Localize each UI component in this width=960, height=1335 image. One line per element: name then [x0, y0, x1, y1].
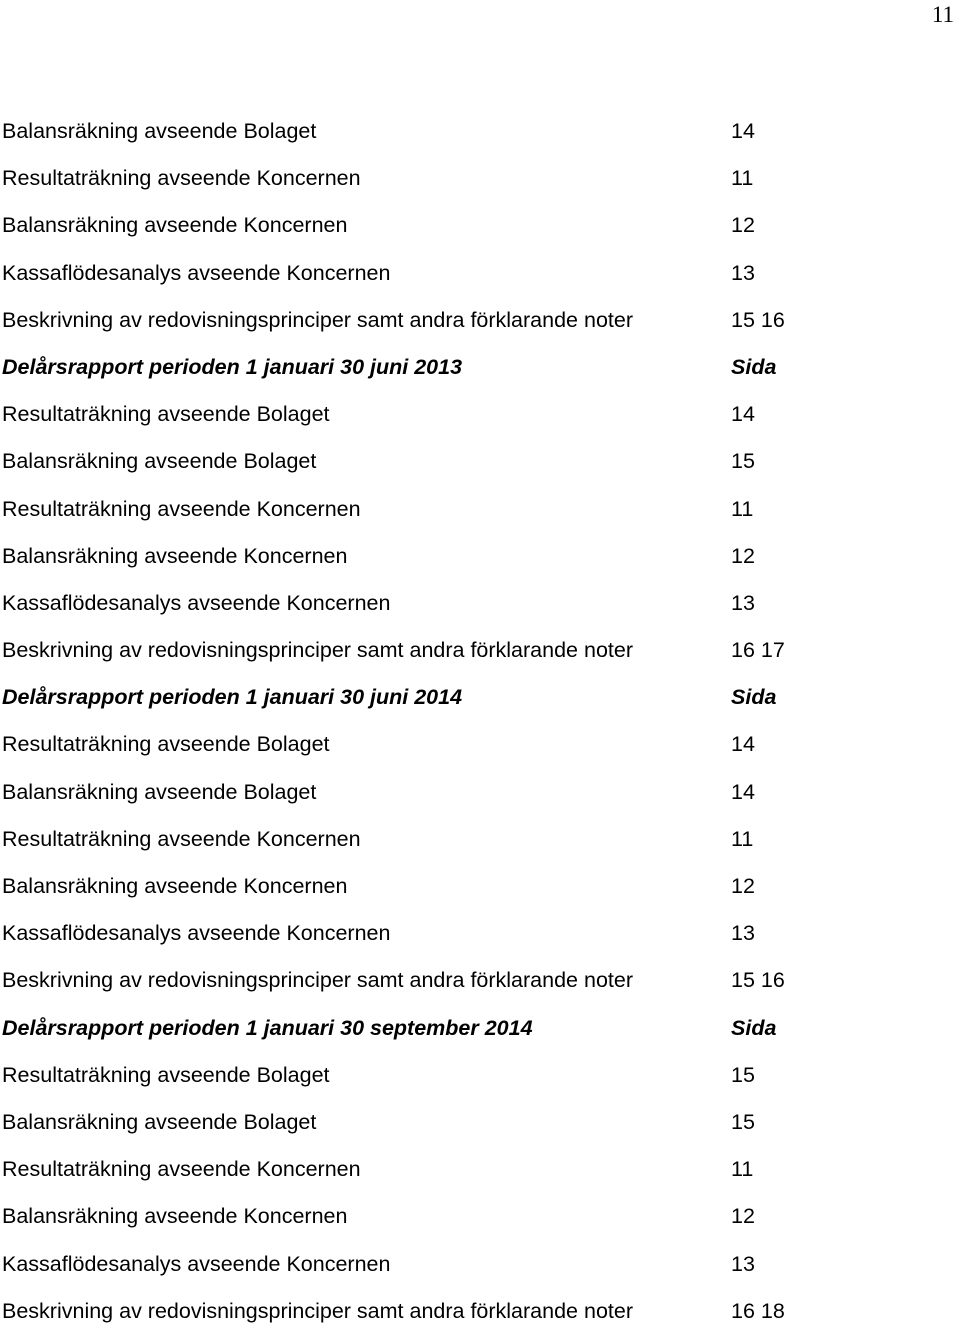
toc-entry-page: 11: [731, 496, 754, 521]
toc-entry-page: 11: [731, 826, 754, 851]
toc-entry-page: 11: [731, 1157, 754, 1182]
table-of-contents: [2, 108, 952, 1335]
toc-entry-label: Balansräkning avseende Koncernen: [2, 213, 348, 238]
toc-entry-label: Kassaflödesanalys avseende Koncernen: [2, 590, 391, 615]
toc-entry: [2, 202, 952, 249]
toc-heading-label: Delårsrapport perioden 1 januari 30 juni 2014: [2, 685, 463, 710]
toc-entry: [2, 438, 952, 485]
toc-entry: [2, 297, 952, 344]
toc-entry-page: 16 18: [731, 1298, 785, 1323]
toc-entry-label: Beskrivning av redovisningsprinciper samt andra förklarande noter: [2, 968, 633, 993]
toc-entry: [2, 863, 952, 910]
toc-entry: [2, 1193, 952, 1240]
toc-entry-label: Kassaflödesanalys avseende Koncernen: [2, 921, 391, 946]
toc-entry: [2, 108, 952, 155]
toc-entry-page: 13: [731, 921, 755, 946]
toc-heading-page-label: Sida: [731, 685, 777, 710]
toc-entry-label: Balansräkning avseende Bolaget: [2, 779, 317, 804]
toc-entry-page: 12: [731, 874, 755, 898]
toc-entry-page: 11: [731, 166, 754, 191]
toc-entry-label: Beskrivning av redovisningsprinciper samt andra förklarande noter: [2, 307, 633, 332]
toc-entry: [2, 155, 952, 202]
toc-entry-label: Resultaträkning avseende Koncernen: [2, 496, 361, 521]
toc-entry-label: Kassaflödesanalys avseende Koncernen: [2, 1251, 391, 1276]
toc-section-heading: [2, 674, 952, 721]
page-number: 11: [931, 2, 954, 27]
toc-entry-label: Kassaflödesanalys avseende Koncernen: [2, 260, 391, 285]
toc-entry-page: 14: [731, 732, 755, 757]
toc-entry-page: 13: [731, 1251, 755, 1276]
toc-entry-page: 12: [731, 213, 755, 238]
toc-entry-label: Balansräkning avseende Bolaget: [2, 119, 317, 143]
toc-entry: [2, 1099, 952, 1146]
toc-entry-page: 14: [731, 779, 755, 804]
toc-entry-page: 16 17: [731, 638, 785, 663]
toc-entry-page: 12: [731, 543, 755, 568]
toc-entry-label: Beskrivning av redovisningsprinciper samt andra förklarande noter: [2, 638, 633, 663]
toc-heading-label: Delårsrapport perioden 1 januari 30 september 2014: [2, 1015, 533, 1040]
toc-entry-label: Resultaträkning avseende Koncernen: [2, 1157, 361, 1182]
toc-entry-page: 15: [731, 449, 755, 474]
toc-entry: [2, 391, 952, 438]
toc-entry-page: 15: [731, 1109, 755, 1134]
toc-entry-label: Balansräkning avseende Bolaget: [2, 1109, 317, 1134]
toc-entry-page: 13: [731, 590, 755, 615]
toc-entry: [2, 1288, 952, 1335]
toc-entry: [2, 1241, 952, 1288]
toc-entry: [2, 910, 952, 957]
toc-section-heading: [2, 1005, 952, 1052]
toc-entry-label: Balansräkning avseende Bolaget: [2, 449, 317, 474]
toc-heading-label: Delårsrapport perioden 1 januari 30 juni 2013: [2, 354, 463, 379]
toc-entry-label: Balansräkning avseende Koncernen: [2, 874, 348, 898]
toc-entry-label: Resultaträkning avseende Bolaget: [2, 732, 330, 757]
toc-entry: [2, 627, 952, 674]
toc-entry-page: 13: [731, 260, 755, 285]
toc-entry: [2, 957, 952, 1004]
toc-entry: [2, 250, 952, 297]
toc-entry-label: Balansräkning avseende Koncernen: [2, 1204, 348, 1229]
toc-entry-page: 15: [731, 1062, 755, 1087]
toc-heading-page-label: Sida: [731, 1015, 777, 1040]
toc-entry: [2, 769, 952, 816]
toc-entry-label: Resultaträkning avseende Bolaget: [2, 1062, 330, 1087]
toc-entry-label: Resultaträkning avseende Koncernen: [2, 826, 361, 851]
toc-entry: [2, 721, 952, 768]
toc-section-heading: [2, 344, 952, 391]
toc-entry-label: Resultaträkning avseende Bolaget: [2, 402, 330, 427]
toc-entry-page: 15 16: [731, 307, 785, 332]
toc-entry: [2, 816, 952, 863]
toc-entry-page: 14: [731, 119, 755, 143]
toc-entry-page: 15 16: [731, 968, 785, 993]
toc-entry-label: Balansräkning avseende Koncernen: [2, 543, 348, 568]
toc-entry-page: 12: [731, 1204, 755, 1229]
toc-entry: [2, 533, 952, 580]
toc-entry-label: Resultaträkning avseende Koncernen: [2, 166, 361, 191]
toc-entry-label: Beskrivning av redovisningsprinciper samt andra förklarande noter: [2, 1298, 633, 1323]
toc-entry: [2, 486, 952, 533]
toc-heading-page-label: Sida: [731, 354, 777, 379]
toc-entry: [2, 1146, 952, 1193]
toc-entry: [2, 580, 952, 627]
toc-entry-page: 14: [731, 402, 755, 427]
toc-entry: [2, 1052, 952, 1099]
